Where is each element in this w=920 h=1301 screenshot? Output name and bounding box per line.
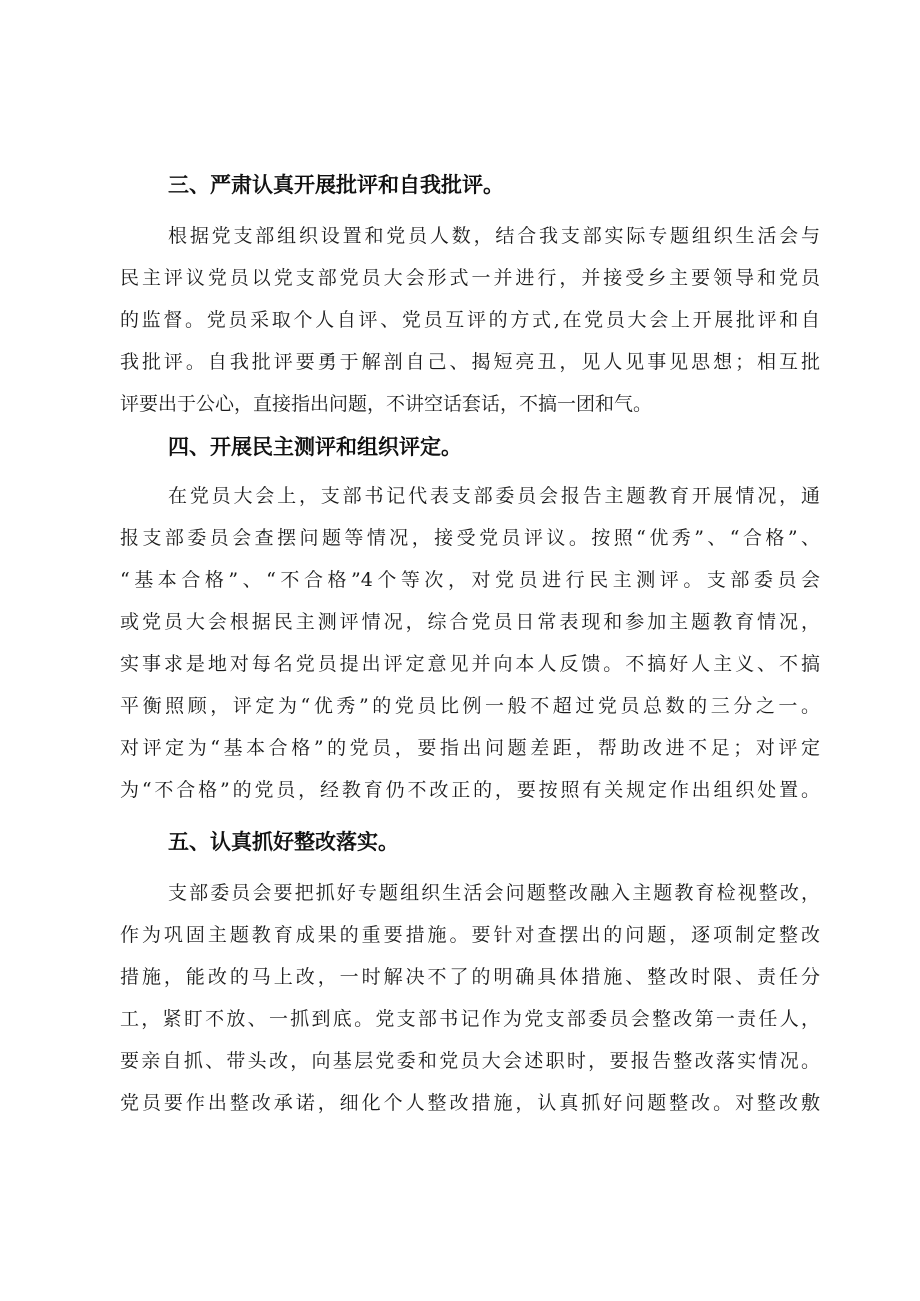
- section-3-line-3: 的监督。党员采取个人自评、党员互评的方式,在党员大会上开展批评和自: [120, 309, 820, 331]
- section-5-line-5: 要亲自抓、带头改，向基层党委和党员大会述职时，要报告整改落实情况。: [120, 1050, 820, 1072]
- section-4-line-4: 或党员大会根据民主测评情况，综合党员日常表现和参加主题教育情况，: [120, 611, 820, 633]
- section-5-line-6: 党员要作出整改承诺，细化个人整改措施，认真抓好问题整改。对整改敷: [120, 1092, 820, 1114]
- section-4-line-5: 实事求是地对每名党员提出评定意见并向本人反馈。不搞好人主义、不搞: [120, 653, 820, 675]
- section-4-line-3: “基本合格”、“不合格”4个等次，对党员进行民主测评。支部委员会: [120, 569, 820, 591]
- section-4-line-2: 报支部委员会查摆问题等情况，接受党员评议。按照“优秀”、“合格”、: [120, 527, 820, 549]
- section-4-line-7: 对评定为“基本合格”的党员，要指出问题差距，帮助改进不足；对评定: [120, 737, 820, 759]
- section-3-heading: 三、严肃认真开展批评和自我批评。: [168, 173, 504, 197]
- section-3-line-1: 根据党支部组织设置和党员人数，结合我支部实际专题组织生活会与: [168, 225, 820, 247]
- section-5-line-3: 措施，能改的马上改，一时解决不了的明确具体措施、整改时限、责任分: [120, 966, 820, 988]
- section-5-line-4: 工，紧盯不放、一抓到底。党支部书记作为党支部委员会整改第一责任人，: [120, 1008, 820, 1030]
- section-3-line-5: 评要出于公心，直接指出问题，不讲空话套话，不搞一团和气。: [120, 393, 653, 415]
- section-4-heading: 四、开展民主测评和组织评定。: [168, 435, 462, 459]
- section-4-line-1: 在党员大会上，支部书记代表支部委员会报告主题教育开展情况，通: [168, 485, 820, 507]
- section-3-line-2: 民主评议党员以党支部党员大会形式一并进行，并接受乡主要领导和党员: [120, 267, 820, 289]
- section-4-line-6: 平衡照顾，评定为“优秀”的党员比例一般不超过党员总数的三分之一。: [120, 695, 820, 717]
- section-5-line-1: 支部委员会要把抓好专题组织生活会问题整改融入主题教育检视整改，: [168, 882, 820, 904]
- section-4-line-8: 为“不合格”的党员，经教育仍不改正的，要按照有关规定作出组织处置。: [120, 779, 820, 801]
- section-3-line-4: 我批评。自我批评要勇于解剖自己、揭短亮丑，见人见事见思想；相互批: [120, 351, 820, 373]
- section-5-line-2: 作为巩固主题教育成果的重要措施。要针对查摆出的问题，逐项制定整改: [120, 924, 820, 946]
- section-5-heading: 五、认真抓好整改落实。: [168, 830, 399, 854]
